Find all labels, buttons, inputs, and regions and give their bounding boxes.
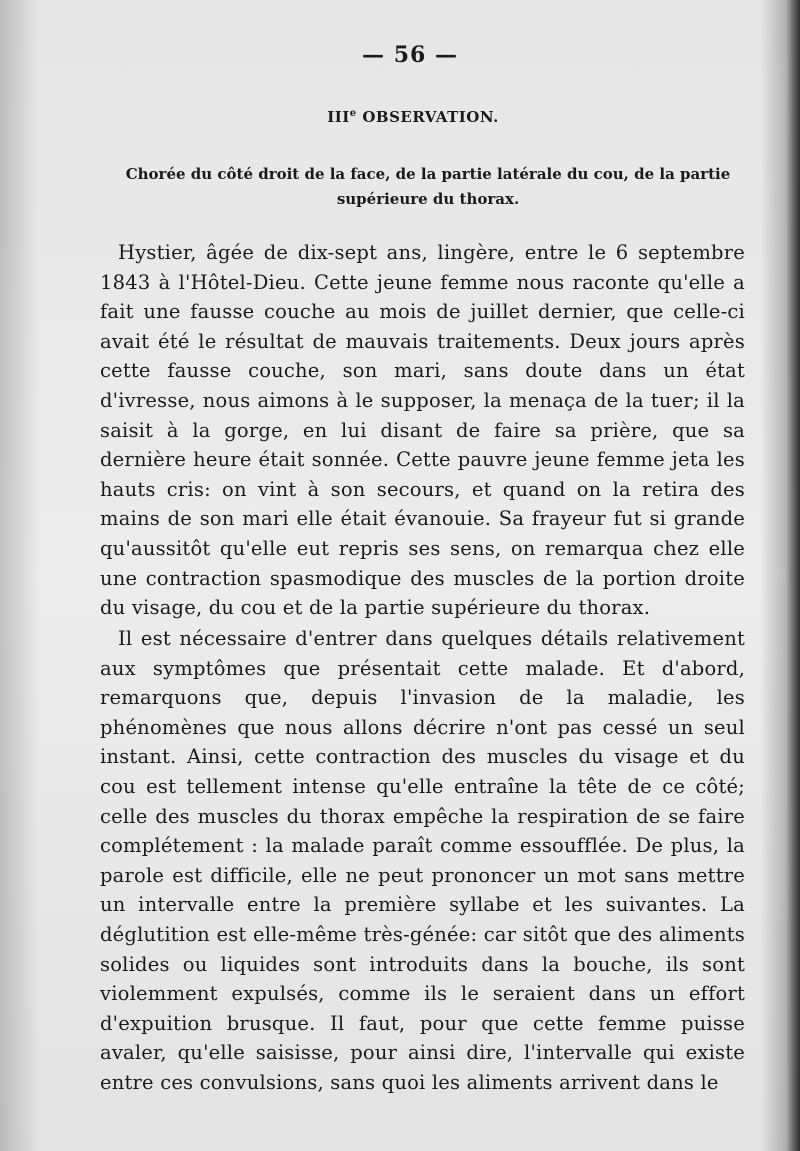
- paragraph-symptoms: Il est nécessaire d'entrer dans quelques détails relativement aux symptômes que présentait cette malade. Et d'abord, remarquons que, depuis l'invasion de la maladie, les phénomènes que nous allons décrire n'ont pas cessé un seul instant. Ainsi, cette contraction des muscles du visage et du cou est tellement intense qu'elle entraîne la tête de ce côté; celle des muscles du thorax empêche la respiration de se faire complétement : la malade paraît comme essoufflée. De plus, la parole est difficile, elle ne peut prononcer un mot sans mettre un intervalle entre la première syllabe et les suivantes. La déglutition est elle-même très-génée: car sitôt que des aliments solides ou liquides sont introduits dans la bouche, ils sont violemment expulsés, comme ils le seraient dans un effort d'expuition brusque. Il faut, pour que cette femme puisse avaler, qu'elle saisisse, pour ainsi dire, l'intervalle qui existe entre ces convulsions, sans quoi les aliments arrivent dans le: [100, 627, 745, 1094]
- observation-title: IIIe OBSERVATION.: [327, 108, 499, 126]
- page-number: — 56 —: [362, 42, 458, 68]
- observation-subtitle: Chorée du côté droit de la face, de la partie latérale du cou, de la partie supérieure du thorax.: [125, 165, 731, 208]
- paragraph-case-history: Hystier, âgée de dix-sept ans, lingère, entre le 6 septembre 1843 à l'Hôtel-Dieu. Cette jeune femme nous raconte qu'elle a fait une fausse couche au mois de juillet dernier, que celle-ci avait été le résultat de mauvais traitements. Deux jours après cette fausse couche, son mari, sans doute dans un état d'ivresse, nous aimons à le supposer, la menaça de la tuer; il la saisit à la gorge, en lui disant de faire sa prière, que sa dernière heure était sonnée. Cette pauvre jeune femme jeta les hauts cris: on vint à son secours, et quand on la retira des mains de son mari elle était évanouie. Sa frayeur fut si grande qu'aussitôt qu'elle eut repris ses sens, on remarqua chez elle une contraction spasmodique des muscles de la portion droite du visage, du cou et de la partie supérieure du thorax.: [100, 241, 745, 620]
